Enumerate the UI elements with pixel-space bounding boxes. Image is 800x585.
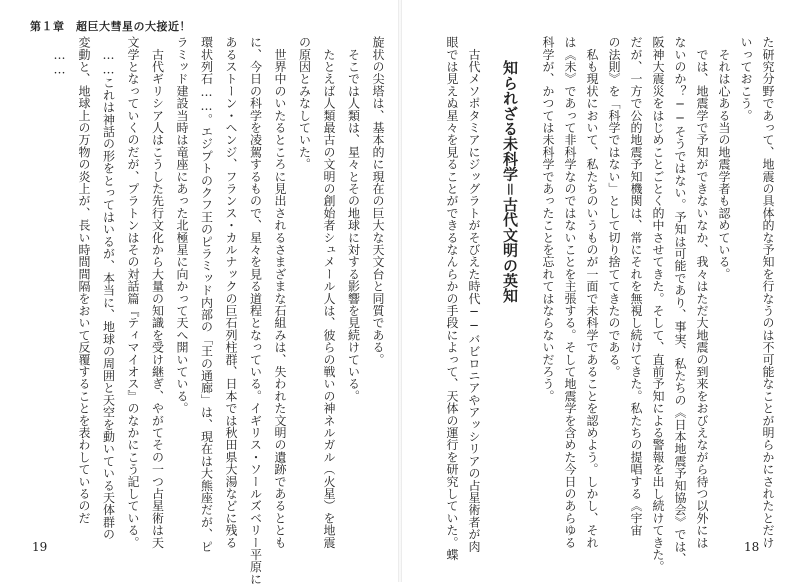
text-line: 眼では見えぬ星々を見ることができるなんらかの手段によって、天体の運行を研究していた。蝶: [445, 36, 459, 561]
text-line: では、地震学で予知ができないなか、我々はただ大地震の到来をおびえながら待つ以外には: [695, 36, 709, 549]
text-line: それは心ある当の地震学者も認めている。: [717, 36, 731, 280]
book-gutter: [398, 0, 402, 582]
text-line: 文学となっていくのだが、プラトンはその対話篇『ティマイオス』のなかにこう記している。: [126, 36, 140, 549]
text-line: ……これは神話の形をとってはいるが、本当に、地球の周囲と天空を動いている天体群の: [101, 36, 116, 541]
text-line: に、今日の科学を凌駕するもので、星々を見る道程となっている。イギリス・ソールズベリー平原に: [248, 36, 263, 585]
text-line: 阪神大震災をはじめことごとく的中させてきた。そして、直前予知による警報を出し続けてきた。: [651, 36, 665, 573]
text-line: ラミッド建設当時は竜座にあった北極星に向かって天へ開いている。: [175, 36, 189, 415]
text-line: の法則》を「科学ではない」として切り捨ててきたのである。: [607, 36, 621, 378]
section-heading: 知られざる未科学＝古代文明の英知: [501, 60, 519, 304]
text-line: 世界中のいたるところに見出されるさまざまな石組みは、失われた文明の遺跡であるととも: [273, 36, 287, 549]
text-line: たとえば人類最古の文明の創始者シュメール人は、彼らの戦いの神ネルガル（火星）を地震: [322, 36, 336, 549]
text-line: ないのか？──そうではない。予知は可能であり、事実、私たちの《日本地震予知協会》では、: [673, 36, 687, 565]
text-line: だが、一方で公的地震予知機関は、常にそれを無視し続けてきた。私たちの提唱する《宇宙: [629, 36, 643, 537]
text-line: 古代ギリシア人はこうした先行文化から大量の知識を受け継ぎ、やがてその一つ占星術は天: [150, 36, 165, 549]
text-line: ……: [52, 36, 67, 77]
text-line: 旋状の尖塔は、基本的に現在の巨大な天文台と同質である。: [371, 36, 385, 366]
text-line: 環状列石……。エジプトのクフ王のピラミッド内部の「王の通廊」は、現在は大熊座だが、ピ: [199, 36, 214, 553]
text-line: あるストーン・ヘンジ、フランス・カルナックの巨石列柱群、日本では秋田県大湯などに残る: [224, 36, 238, 549]
text-line: そこでは人類は、星々とその地球に対する影響を見続けている。: [346, 36, 361, 402]
text-line: の原因とみなしていた。: [297, 36, 312, 171]
page-number-right: 18: [744, 540, 760, 554]
text-line: 変動と、地球上の万物の炎上が、長い時間間隔をおいて反覆することを表わしているのだ: [77, 36, 91, 524]
text-line: た研究分野であって、地震の具体的な予知を行なうのは不可能なことが明らかにされたとだけ: [761, 36, 775, 549]
page-number-left: 19: [32, 540, 48, 554]
text-line: は《未》であって非科学なのではないことを主張する。そして地震学を含めた今日のあらゆる: [563, 36, 577, 549]
text-line: いっておこう。: [739, 36, 753, 122]
running-head: 第１章 超巨大彗星の大接近！: [30, 20, 191, 33]
text-line: 古代メソポタミアにジッグラトがそびえた時代──バビロニアやアッシリアの占星術者が肉: [467, 36, 481, 553]
text-line: 科学が、かつては未科学であったことを忘れてはならないだろう。: [541, 36, 555, 402]
text-line: 私も現状において、私たちのいうものが一面で未科学であることを認めよう。しかし、それ: [585, 36, 599, 549]
